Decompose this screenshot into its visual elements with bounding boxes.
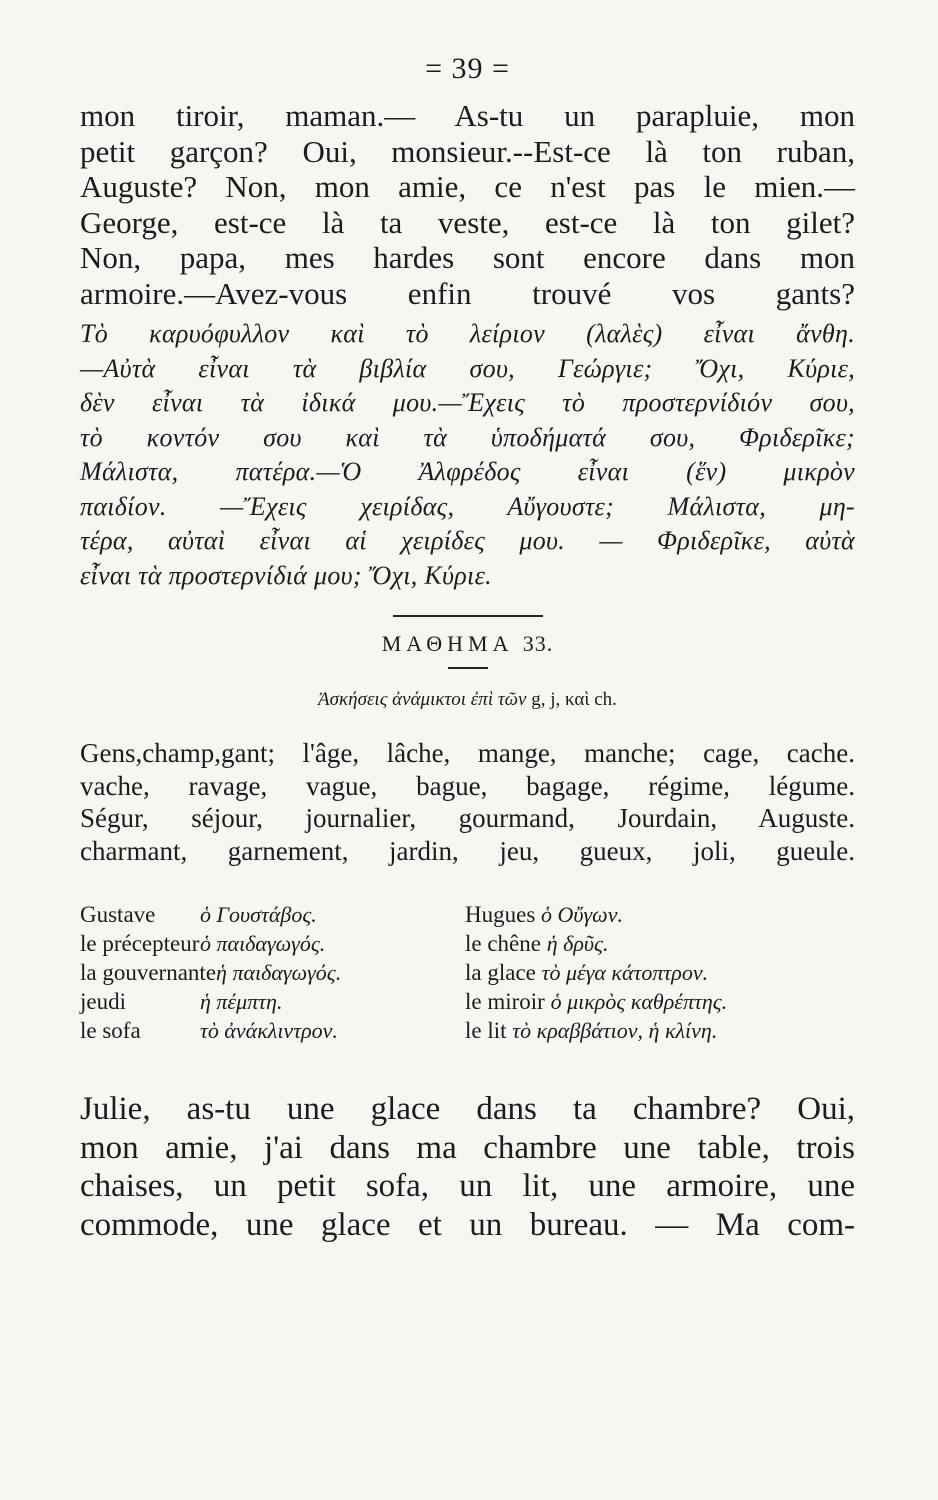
vocab-entry xyxy=(80,988,465,1017)
vocab-entry xyxy=(80,930,465,959)
vocab-greek: ἡ παιδαγωγός. xyxy=(216,960,342,985)
greek-line: Τὸ καρυόφυλλον καὶ τὸ λείριον (λαλὲς) εἶναι ἄνθη. xyxy=(80,319,855,348)
greek-passage xyxy=(80,317,855,593)
vocab-greek: ὁ παιδαγωγός. xyxy=(200,931,326,956)
vocab-greek: ὁ Γουστάβος. xyxy=(200,902,317,927)
french-line: petit garçon? Oui, monsieur.--Est-ce là ton ruban, xyxy=(80,133,855,169)
book-page xyxy=(80,52,855,1244)
vocab-greek: ἡ πέμπτη. xyxy=(200,989,283,1014)
french-line: George, est-ce là ta veste, est-ce là ton gilet? xyxy=(80,204,855,240)
closing-line: chaises, un petit sofa, un lit, une armoire, une xyxy=(80,1168,855,1204)
closing-passage xyxy=(80,1090,855,1244)
vocab-french: le chêne xyxy=(465,931,541,956)
french-line: armoire.—Avez-vous enfin trouvé vos gants? xyxy=(80,275,855,311)
vocab-entry xyxy=(465,930,727,959)
vocab-french: la gouvernante xyxy=(80,960,217,985)
section-divider xyxy=(393,615,543,617)
heading-divider xyxy=(448,667,488,669)
greek-line: Μάλιστα, πατέρα.—Ὁ Ἀλφρέδος εἶναι (ἕν) μικρὸν xyxy=(80,457,855,486)
closing-line: mon amie, j'ai dans ma chambre une table, trois xyxy=(80,1129,855,1166)
vocab-greek: ὁ μικρὸς καθρέπτης. xyxy=(550,989,728,1014)
french-passage xyxy=(80,98,855,311)
vocab-french: Hugues xyxy=(465,902,536,927)
vocab-greek: τὸ κραββάτιον, ἡ κλίνη. xyxy=(512,1018,718,1043)
closing-line: commode, une glace et un bureau. — Ma com- xyxy=(80,1206,855,1243)
french-line: Auguste? Non, mon amie, ce n'est pas le mien.— xyxy=(80,169,855,204)
greek-line: εἶναι τὰ προστερνίδιά μου; Ὄχι, Κύριε. xyxy=(80,560,492,590)
vocab-entry xyxy=(80,959,465,988)
vocab-french: le sofa xyxy=(80,1018,141,1043)
vocab-entry xyxy=(465,988,727,1017)
greek-line: παιδίον. —Ἔχεις χειρίδας, Αὔγουστε; Μάλιστα, μη- xyxy=(80,491,855,521)
vocab-greek: τὸ ἀνάκλιντρον. xyxy=(200,1018,338,1043)
word-list xyxy=(80,737,855,867)
lesson-number: 33. xyxy=(522,631,554,656)
closing-line: Julie, as-tu une glace dans ta chambre? Oui, xyxy=(80,1091,855,1127)
word-list-line: charmant, garnement, jardin, jeu, gueux, joli, gueule. xyxy=(80,835,855,866)
page-number: = 39 = xyxy=(425,52,510,85)
vocab-entry xyxy=(465,959,727,988)
french-line: Non, papa, mes hardes sont encore dans mon xyxy=(80,240,855,275)
french-line: mon tiroir, maman.— As-tu un parapluie, mon xyxy=(80,98,855,133)
vocabulary-table xyxy=(80,901,855,1046)
vocab-greek: τὸ μέγα κάτοπτρον. xyxy=(541,960,709,985)
word-list-line: Gens,champ,gant; l'âge, lâche, mange, manche; cage, cache. xyxy=(80,738,855,768)
vocab-entry xyxy=(80,901,465,930)
greek-line: τὸ κοντόν σου καὶ τὰ ὑποδήματά σου, Φριδερῖκε; xyxy=(80,422,855,452)
vocab-entry xyxy=(80,1017,465,1046)
greek-line: δὲν εἶναι τὰ ἰδικά μου.—Ἔχεις τὸ προστερνίδιόν σου, xyxy=(80,388,855,417)
greek-line: —Αὐτὰ εἶναι τὰ βιβλία σου, Γεώργιε; Ὄχι, Κύριε, xyxy=(80,353,855,383)
instruction-letters: g, j, καὶ ch. xyxy=(531,689,617,710)
word-list-line: Ségur, séjour, journalier, gourmand, Jourdain, Auguste. xyxy=(80,803,855,833)
vocabulary-column-left xyxy=(80,901,465,1046)
exercise-instruction xyxy=(80,689,855,719)
lesson-title: ΜΑΘΗΜΑ xyxy=(381,631,513,656)
vocab-french: Gustave xyxy=(80,902,156,927)
vocab-french: le lit xyxy=(465,1018,507,1043)
vocab-greek: ἡ δρῦς. xyxy=(546,931,609,956)
vocab-entry xyxy=(465,901,727,930)
lesson-heading xyxy=(80,631,855,661)
word-list-line: vache, ravage, vague, bague, bagage, régime, légume. xyxy=(80,770,855,801)
vocab-french: la glace xyxy=(465,960,536,985)
vocab-greek: ὁ Οὔγων. xyxy=(541,902,623,927)
greek-line: τέρα, αὐταὶ εἶναι αἱ χειρίδες μου. — Φριδερῖκε, αὐτὰ xyxy=(80,526,855,555)
instruction-greek: Ἀσκήσεις ἀνάμικτοι ἐπὶ τῶν xyxy=(318,689,527,710)
vocab-french: le miroir xyxy=(465,989,545,1014)
vocabulary-column-right xyxy=(465,901,727,1046)
vocab-french: le précepteur xyxy=(80,931,200,956)
vocab-french: jeudi xyxy=(80,989,126,1014)
vocab-entry xyxy=(465,1017,727,1046)
